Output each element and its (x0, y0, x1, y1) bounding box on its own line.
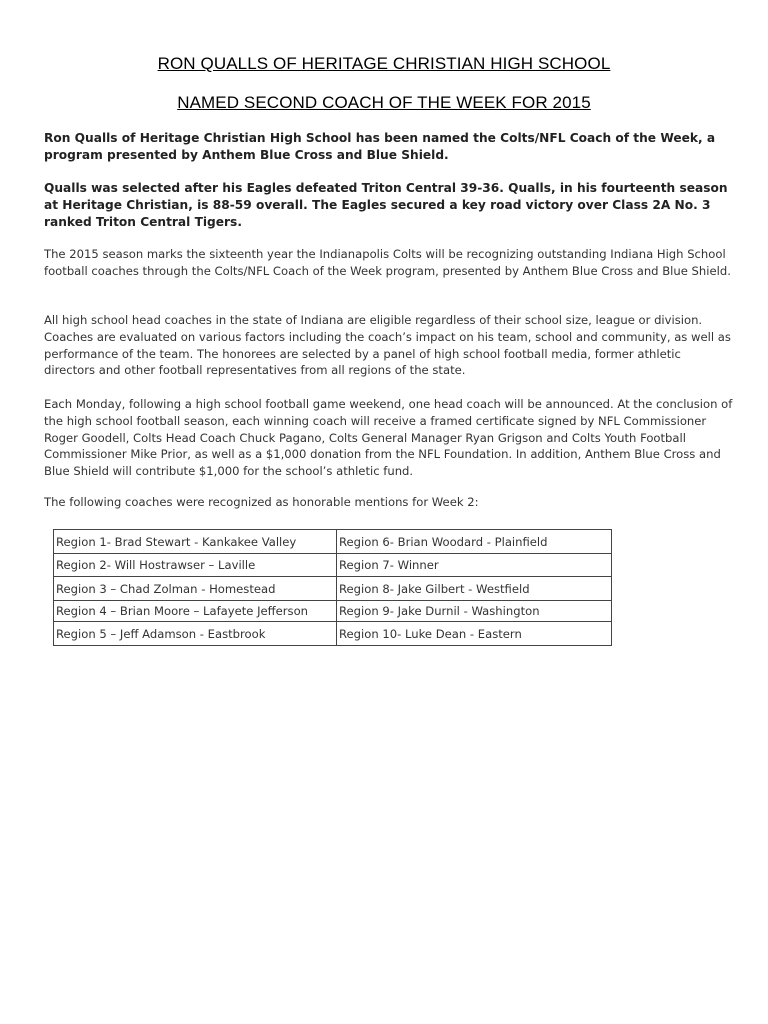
award-details-paragraph: Each Monday, following a high school football game weekend, one head coach will be announced. At the conclusion of the high school football season, each winning coach will receive a framed certificate signed by NFL Commissioner Roger Goodell, Colts Head Coach Chuck Pagano, Colts General Manager Ryan Grigson and Colts Youth Football Commissioner Mike Prior, as well as a $1,000 donation from the NFL Foundation. In addition, Anthem Blue Cross and Blue Shield will contribute $1,000 for the school’s athletic fund. (44, 397, 733, 479)
table-row (54, 554, 612, 577)
honorable-mentions-table (53, 529, 612, 646)
table-cell: Region 3 – Chad Zolman - Homestead (54, 577, 337, 601)
honorable-mentions-intro: The following coaches were recognized as honorable mentions for Week 2: (44, 495, 479, 509)
page-title: RON QUALLS OF HERITAGE CHRISTIAN HIGH SCHOOL (157, 54, 611, 73)
table-row (54, 622, 612, 646)
game-summary-paragraph: Qualls was selected after his Eagles defeated Triton Central 39-36. Qualls, in his fourteenth season at Heritage Christian, is 88-59 overall. The Eagles secured a key road victory over Class 2A No. 3 ranked Triton Central Tigers. (44, 181, 728, 229)
table-cell: Region 4 – Brian Moore – Lafayete Jefferson (54, 601, 337, 622)
table-row (54, 577, 612, 601)
table-row (54, 530, 612, 554)
table-cell: Region 6- Brian Woodard - Plainfield (337, 530, 612, 554)
table-cell: Region 10- Luke Dean - Eastern (337, 622, 612, 646)
eligibility-paragraph: All high school head coaches in the state of Indiana are eligible regardless of their school size, league or division. Coaches are evaluated on various factors including the coach’s impact on his team, school and community, as well as performance of the team. The honorees are selected by a panel of high school football media, former athletic directors and other football representatives from all regions of the state. (44, 313, 731, 378)
page-subtitle: NAMED SECOND COACH OF THE WEEK FOR 2015 (177, 93, 591, 112)
lead-paragraph: Ron Qualls of Heritage Christian High School has been named the Colts/NFL Coach of the Week, a program presented by Anthem Blue Cross and Blue Shield. (44, 131, 716, 162)
table-row (54, 601, 612, 622)
table-cell: Region 9- Jake Durnil - Washington (337, 601, 612, 622)
table-cell: Region 1- Brad Stewart - Kankakee Valley (54, 530, 337, 554)
table-cell: Region 7- Winner (337, 554, 612, 577)
table-cell: Region 5 – Jeff Adamson - Eastbrook (54, 622, 337, 646)
table-cell: Region 2- Will Hostrawser – Laville (54, 554, 337, 577)
table-cell: Region 8- Jake Gilbert - Westfield (337, 577, 612, 601)
program-history-paragraph: The 2015 season marks the sixteenth year the Indianapolis Colts will be recognizing outstanding Indiana High School football coaches through the Colts/NFL Coach of the Week program, presented by Anthem Blue Cross and Blue Shield. (44, 247, 731, 278)
